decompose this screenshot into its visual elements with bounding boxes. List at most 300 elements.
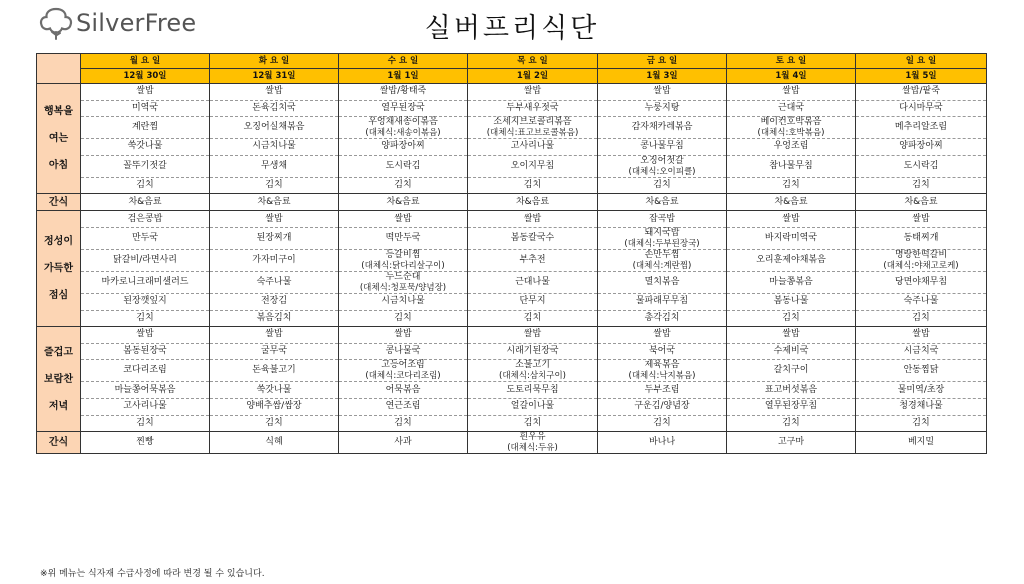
menu-cell	[210, 415, 339, 432]
day-header-date: 12월 31일	[210, 69, 339, 84]
menu-cell	[81, 398, 210, 415]
menu-item: 김치	[523, 180, 542, 191]
menu-item: 고구마	[777, 437, 805, 448]
table-corner	[37, 54, 81, 84]
menu-item: 표고버섯볶음	[764, 384, 818, 395]
menu-item: 무생채	[260, 160, 288, 171]
menu-item: 도시락김	[385, 160, 421, 171]
menu-cell	[598, 360, 727, 382]
day-header-dow: 일 요 일	[856, 54, 987, 69]
menu-cell	[727, 398, 856, 415]
menu-cell	[81, 327, 210, 344]
menu-cell	[598, 177, 727, 194]
menu-item: 마늘쫑볶음	[769, 276, 813, 287]
menu-item: 쌀밥	[653, 86, 671, 97]
brand-name: SilverFree	[76, 9, 197, 37]
menu-item: 양파장아찌	[899, 141, 943, 152]
menu-item: 누룽지탕	[644, 102, 680, 113]
menu-row	[37, 117, 987, 139]
alternative-menu: (대체식:낙지볶음)	[628, 371, 696, 382]
alternative-menu: (대체식:닭다리살구이)	[361, 260, 445, 271]
menu-cell	[468, 177, 598, 194]
snack-label: 간식	[37, 432, 81, 454]
menu-item: 두부조림	[644, 384, 680, 395]
menu-item: 등갈비찜	[385, 249, 421, 260]
menu-cell	[468, 310, 598, 327]
menu-row	[37, 415, 987, 432]
menu-item: 우엉채새송이볶음	[368, 117, 438, 128]
menu-item: 메추리알조림	[894, 122, 948, 133]
menu-cell	[210, 155, 339, 177]
menu-item: 고사리나물	[123, 401, 167, 412]
menu-item: 어묵볶음	[385, 384, 421, 395]
alternative-menu: (대체식:야채고로케)	[883, 260, 959, 271]
menu-item: 김치	[394, 417, 412, 428]
menu-item: 쌀밥	[394, 329, 412, 340]
menu-cell	[210, 310, 339, 327]
menu-item: 참나물무침	[769, 160, 813, 171]
menu-cell	[339, 194, 468, 211]
menu-cell	[81, 155, 210, 177]
day-header-date: 1월 4일	[727, 69, 856, 84]
menu-cell	[468, 100, 598, 117]
menu-cell	[598, 343, 727, 360]
alternative-menu: (대체식:호박볶음)	[757, 128, 825, 139]
menu-item: 시금치국	[903, 346, 939, 357]
menu-cell	[856, 327, 987, 344]
menu-cell	[598, 327, 727, 344]
menu-cell	[339, 155, 468, 177]
alternative-menu: (대체식:오이피클)	[628, 166, 696, 177]
menu-cell	[598, 293, 727, 310]
menu-row	[37, 293, 987, 310]
day-header-dow: 금 요 일	[598, 54, 727, 69]
meal-label-line: 보람찬	[44, 373, 73, 385]
menu-item: 쌀밥	[912, 329, 930, 340]
menu-cell	[339, 211, 468, 228]
menu-cell	[727, 155, 856, 177]
menu-cell	[856, 177, 987, 194]
meal-label	[37, 84, 81, 194]
menu-item: 우엉조림	[773, 141, 809, 152]
menu-item: 식혜	[265, 437, 283, 448]
alternative-menu: (대체식:삼치구이)	[499, 371, 566, 382]
menu-cell	[210, 271, 339, 293]
menu-cell	[598, 382, 727, 399]
menu-item: 봄동된장국	[123, 346, 167, 357]
menu-cell	[339, 177, 468, 194]
meal-label-line: 여는	[48, 133, 69, 145]
menu-cell	[727, 343, 856, 360]
menu-item: 차&음료	[257, 196, 291, 207]
menu-item: 부추전	[519, 254, 546, 265]
menu-cell	[598, 100, 727, 117]
menu-item: 김치	[265, 417, 283, 428]
menu-cell	[81, 415, 210, 432]
menu-cell	[210, 194, 339, 211]
menu-cell	[727, 139, 856, 156]
menu-cell	[468, 360, 598, 382]
menu-cell	[468, 415, 598, 432]
menu-cell	[598, 310, 727, 327]
menu-item: 김치	[912, 312, 930, 323]
menu-item: 물미역/초장	[897, 384, 945, 395]
menu-row	[37, 327, 987, 344]
menu-row	[37, 211, 987, 228]
menu-cell	[468, 84, 598, 101]
menu-cell	[339, 271, 468, 293]
menu-item: 오이지무침	[510, 160, 555, 171]
menu-item: 된장깻잎지	[123, 296, 167, 307]
menu-cell	[81, 177, 210, 194]
menu-cell	[727, 360, 856, 382]
menu-cell	[856, 271, 987, 293]
menu-cell	[210, 139, 339, 156]
meal-label-line: 정성이	[44, 236, 73, 248]
menu-cell	[339, 249, 468, 271]
menu-item: 오리훈제야채볶음	[756, 254, 826, 265]
menu-cell	[727, 271, 856, 293]
menu-item: 쌀밥	[782, 86, 800, 97]
menu-item: 돈육김치국	[252, 102, 296, 113]
menu-cell	[339, 415, 468, 432]
menu-item: 고사리나물	[510, 141, 555, 152]
day-header-dow: 화 요 일	[210, 54, 339, 69]
menu-item: 물파래무무침	[635, 296, 689, 307]
menu-row	[37, 155, 987, 177]
menu-cell	[727, 194, 856, 211]
menu-cell	[468, 343, 598, 360]
menu-cell	[598, 398, 727, 415]
day-header-dow: 월 요 일	[81, 54, 210, 69]
menu-item: 감자채카레볶음	[631, 122, 693, 133]
menu-item: 꼴뚜기젓갈	[123, 160, 167, 171]
menu-cell	[856, 100, 987, 117]
menu-item: 두부새우젓국	[506, 102, 559, 113]
menu-item: 봄동나물	[773, 296, 809, 307]
menu-cell	[727, 432, 856, 454]
menu-cell	[210, 293, 339, 310]
menu-item: 바나나	[648, 437, 676, 448]
menu-item: 양배추쌈/쌈장	[246, 401, 302, 412]
menu-item: 열무된장국	[381, 102, 425, 113]
menu-cell	[856, 343, 987, 360]
menu-cell	[856, 117, 987, 139]
menu-cell	[210, 84, 339, 101]
menu-item: 숙주나물	[256, 276, 292, 287]
menu-cell	[339, 310, 468, 327]
menu-item: 손만두찜	[644, 249, 680, 260]
menu-cell	[856, 84, 987, 101]
menu-cell	[339, 84, 468, 101]
day-header-dow: 수 요 일	[339, 54, 468, 69]
menu-item: 차&음료	[774, 196, 808, 207]
menu-item: 돼지국밥	[644, 227, 680, 238]
menu-item: 김치	[653, 417, 671, 428]
menu-item: 돈육불고기	[252, 365, 296, 376]
menu-cell	[598, 271, 727, 293]
menu-item: 굴무국	[260, 346, 288, 357]
menu-cell	[598, 155, 727, 177]
menu-item: 멸치볶음	[644, 276, 680, 287]
menu-item: 베이컨호박볶음	[760, 117, 822, 128]
menu-item: 잡곡밥	[648, 213, 676, 224]
menu-item: 제육볶음	[644, 360, 680, 371]
menu-cell	[210, 177, 339, 194]
alternative-menu: (대체식:새송이볶음)	[365, 128, 441, 139]
menu-item: 쌀밥	[912, 213, 930, 224]
menu-cell	[81, 360, 210, 382]
menu-cell	[339, 327, 468, 344]
menu-item: 수제비국	[773, 346, 809, 357]
menu-cell	[598, 117, 727, 139]
menu-item: 검은콩밥	[127, 213, 163, 224]
menu-item: 시금치나물	[381, 296, 425, 307]
menu-cell	[727, 211, 856, 228]
menu-cell	[598, 249, 727, 271]
alternative-menu: (대체식:두부된장국)	[624, 238, 700, 249]
menu-cell	[81, 382, 210, 399]
menu-cell	[339, 432, 468, 454]
menu-cell	[727, 100, 856, 117]
menu-cell	[210, 360, 339, 382]
day-header-date: 1월 2일	[468, 69, 598, 84]
meal-label-line: 아침	[48, 160, 69, 172]
menu-item: 김치	[782, 417, 800, 428]
menu-cell	[210, 382, 339, 399]
menu-cell	[210, 432, 339, 454]
menu-item: 근대국	[777, 102, 805, 113]
menu-item: 김치	[394, 312, 412, 323]
menu-cell	[468, 194, 598, 211]
menu-item: 연근조림	[385, 401, 421, 412]
menu-item: 쌀밥	[782, 213, 800, 224]
menu-item: 가자미구이	[252, 254, 296, 265]
menu-item: 김치	[136, 312, 154, 323]
menu-item: 도토리묵무침	[506, 384, 559, 395]
menu-item: 차&음료	[645, 196, 679, 207]
menu-cell	[598, 84, 727, 101]
menu-item: 양파장아찌	[381, 141, 425, 152]
menu-item: 김치	[136, 417, 154, 428]
menu-item: 전장김	[260, 296, 288, 307]
menu-row	[37, 177, 987, 194]
menu-cell	[598, 139, 727, 156]
menu-item: 차&음료	[515, 196, 550, 207]
menu-item: 베지밀	[907, 437, 935, 448]
alternative-menu: (대체식:청포묵/양념장)	[359, 282, 447, 293]
day-header-dow: 토 요 일	[727, 54, 856, 69]
menu-item: 김치	[912, 180, 930, 191]
menu-cell	[81, 117, 210, 139]
menu-item: 김치	[394, 180, 412, 191]
menu-item: 명랑한떡갈비	[894, 249, 948, 260]
menu-item: 김치	[912, 417, 930, 428]
menu-item: 쌀밥	[394, 213, 412, 224]
menu-item: 누드순대	[385, 271, 421, 282]
menu-item: 계란찜	[131, 122, 159, 133]
menu-item: 쌀밥/황태죽	[379, 86, 427, 97]
menu-cell	[727, 227, 856, 249]
menu-item: 동태찌개	[903, 232, 939, 243]
menu-cell	[727, 310, 856, 327]
menu-cell	[856, 155, 987, 177]
menu-cell	[468, 227, 598, 249]
snack-label: 간식	[37, 194, 81, 211]
menu-cell	[468, 139, 598, 156]
menu-cell	[856, 139, 987, 156]
menu-cell	[468, 293, 598, 310]
menu-item: 얼갈이나물	[510, 401, 555, 412]
menu-cell	[598, 194, 727, 211]
menu-row	[37, 310, 987, 327]
menu-cell	[856, 227, 987, 249]
menu-row	[37, 139, 987, 156]
menu-item: 근대나물	[515, 276, 550, 287]
alternative-menu: (대체식:코다리조림)	[365, 371, 441, 382]
menu-cell	[81, 194, 210, 211]
menu-cell	[727, 177, 856, 194]
page-title: 실버프리식단	[424, 13, 600, 44]
menu-item: 안동찜닭	[903, 365, 939, 376]
menu-cell	[468, 211, 598, 228]
menu-cell	[856, 293, 987, 310]
menu-item: 갈치구이	[773, 365, 809, 376]
menu-cell	[727, 249, 856, 271]
menu-item: 도시락김	[903, 160, 939, 171]
menu-cell	[210, 398, 339, 415]
menu-cell	[598, 432, 727, 454]
menu-row	[37, 194, 987, 211]
menu-cell	[339, 360, 468, 382]
menu-item: 김치	[265, 180, 283, 191]
menu-row	[37, 227, 987, 249]
menu-cell	[339, 227, 468, 249]
menu-item: 볶음김치	[256, 312, 292, 323]
menu-cell	[210, 100, 339, 117]
menu-cell	[210, 227, 339, 249]
menu-item: 쑥갓나물	[127, 141, 163, 152]
menu-cell	[210, 327, 339, 344]
meal-label	[37, 327, 81, 432]
menu-item: 된장찌개	[256, 232, 292, 243]
menu-cell	[210, 117, 339, 139]
menu-item: 쑥갓나물	[256, 384, 292, 395]
menu-cell	[468, 271, 598, 293]
menu-cell	[727, 293, 856, 310]
footnote: ※위 메뉴는 식자재 수급사정에 따라 변경 될 수 있습니다.	[40, 569, 265, 579]
menu-cell	[856, 310, 987, 327]
menu-cell	[727, 84, 856, 101]
menu-item: 떡만두국	[385, 232, 421, 243]
menu-item: 미역국	[131, 102, 159, 113]
menu-item: 숙주나물	[903, 296, 939, 307]
menu-item: 차&음료	[128, 196, 162, 207]
menu-row	[37, 343, 987, 360]
menu-cell	[210, 249, 339, 271]
menu-item: 김치	[653, 180, 671, 191]
menu-cell	[727, 415, 856, 432]
menu-cell	[856, 382, 987, 399]
menu-cell	[727, 382, 856, 399]
menu-cell	[856, 360, 987, 382]
menu-item: 고등어조림	[381, 360, 425, 371]
menu-item: 차&음료	[904, 196, 938, 207]
menu-item: 시래기된장국	[506, 346, 559, 357]
menu-item: 쌀밥	[136, 86, 154, 97]
menu-item: 시금치나물	[252, 141, 296, 152]
menu-cell	[856, 415, 987, 432]
menu-item: 마카로니크래미샐러드	[101, 276, 189, 287]
menu-cell	[727, 327, 856, 344]
menu-cell	[339, 382, 468, 399]
menu-item: 청경채나물	[899, 401, 943, 412]
menu-item: 북어국	[648, 346, 676, 357]
menu-cell	[468, 155, 598, 177]
menu-row	[37, 398, 987, 415]
menu-item: 소불고기	[515, 360, 550, 371]
menu-cell	[81, 84, 210, 101]
menu-item: 마늘쫑어묵볶음	[114, 384, 176, 395]
menu-row	[37, 100, 987, 117]
day-header-date: 1월 5일	[856, 69, 987, 84]
menu-item: 오징어실채볶음	[243, 122, 305, 133]
menu-item: 쌀밥/팥죽	[902, 86, 940, 97]
meal-label-line: 저녁	[48, 400, 69, 412]
menu-cell	[468, 432, 598, 454]
menu-item: 다시마무국	[899, 102, 943, 113]
alternative-menu: (대체식:표고브로콜볶음)	[486, 128, 579, 139]
meal-label-line: 가득한	[44, 263, 73, 275]
menu-cell	[81, 211, 210, 228]
page-header	[0, 0, 1024, 50]
menu-cell	[856, 432, 987, 454]
menu-item: 구운김/양념장	[634, 401, 690, 412]
menu-item: 닭갈비/라면사리	[113, 254, 177, 265]
menu-item: 단무지	[519, 296, 546, 307]
menu-cell	[598, 227, 727, 249]
menu-item: 열무된장무침	[764, 401, 818, 412]
menu-cell	[856, 211, 987, 228]
menu-cell	[856, 194, 987, 211]
menu-cell	[81, 310, 210, 327]
menu-cell	[339, 398, 468, 415]
menu-cell	[468, 117, 598, 139]
menu-item: 김치	[523, 312, 542, 323]
menu-item: 콩나물국	[385, 346, 421, 357]
meal-label-line: 점심	[48, 290, 69, 302]
menu-cell	[81, 343, 210, 360]
menu-cell	[81, 139, 210, 156]
menu-row	[37, 84, 987, 101]
menu-item: 총각김치	[644, 312, 680, 323]
menu-cell	[339, 343, 468, 360]
menu-cell	[727, 117, 856, 139]
menu-cell	[339, 293, 468, 310]
menu-item: 봄동칼국수	[510, 232, 555, 243]
weekly-menu-table	[36, 53, 987, 454]
menu-cell	[81, 100, 210, 117]
menu-item: 쌀밥	[523, 213, 542, 224]
menu-item: 김치	[782, 312, 800, 323]
menu-item: 김치	[136, 180, 154, 191]
menu-cell	[468, 327, 598, 344]
menu-item: 오징어젓갈	[640, 155, 684, 166]
menu-cell	[210, 343, 339, 360]
menu-item: 소세지브로콜리볶음	[493, 117, 572, 128]
menu-item: 쌀밥	[265, 86, 283, 97]
day-header-date: 1월 1일	[339, 69, 468, 84]
